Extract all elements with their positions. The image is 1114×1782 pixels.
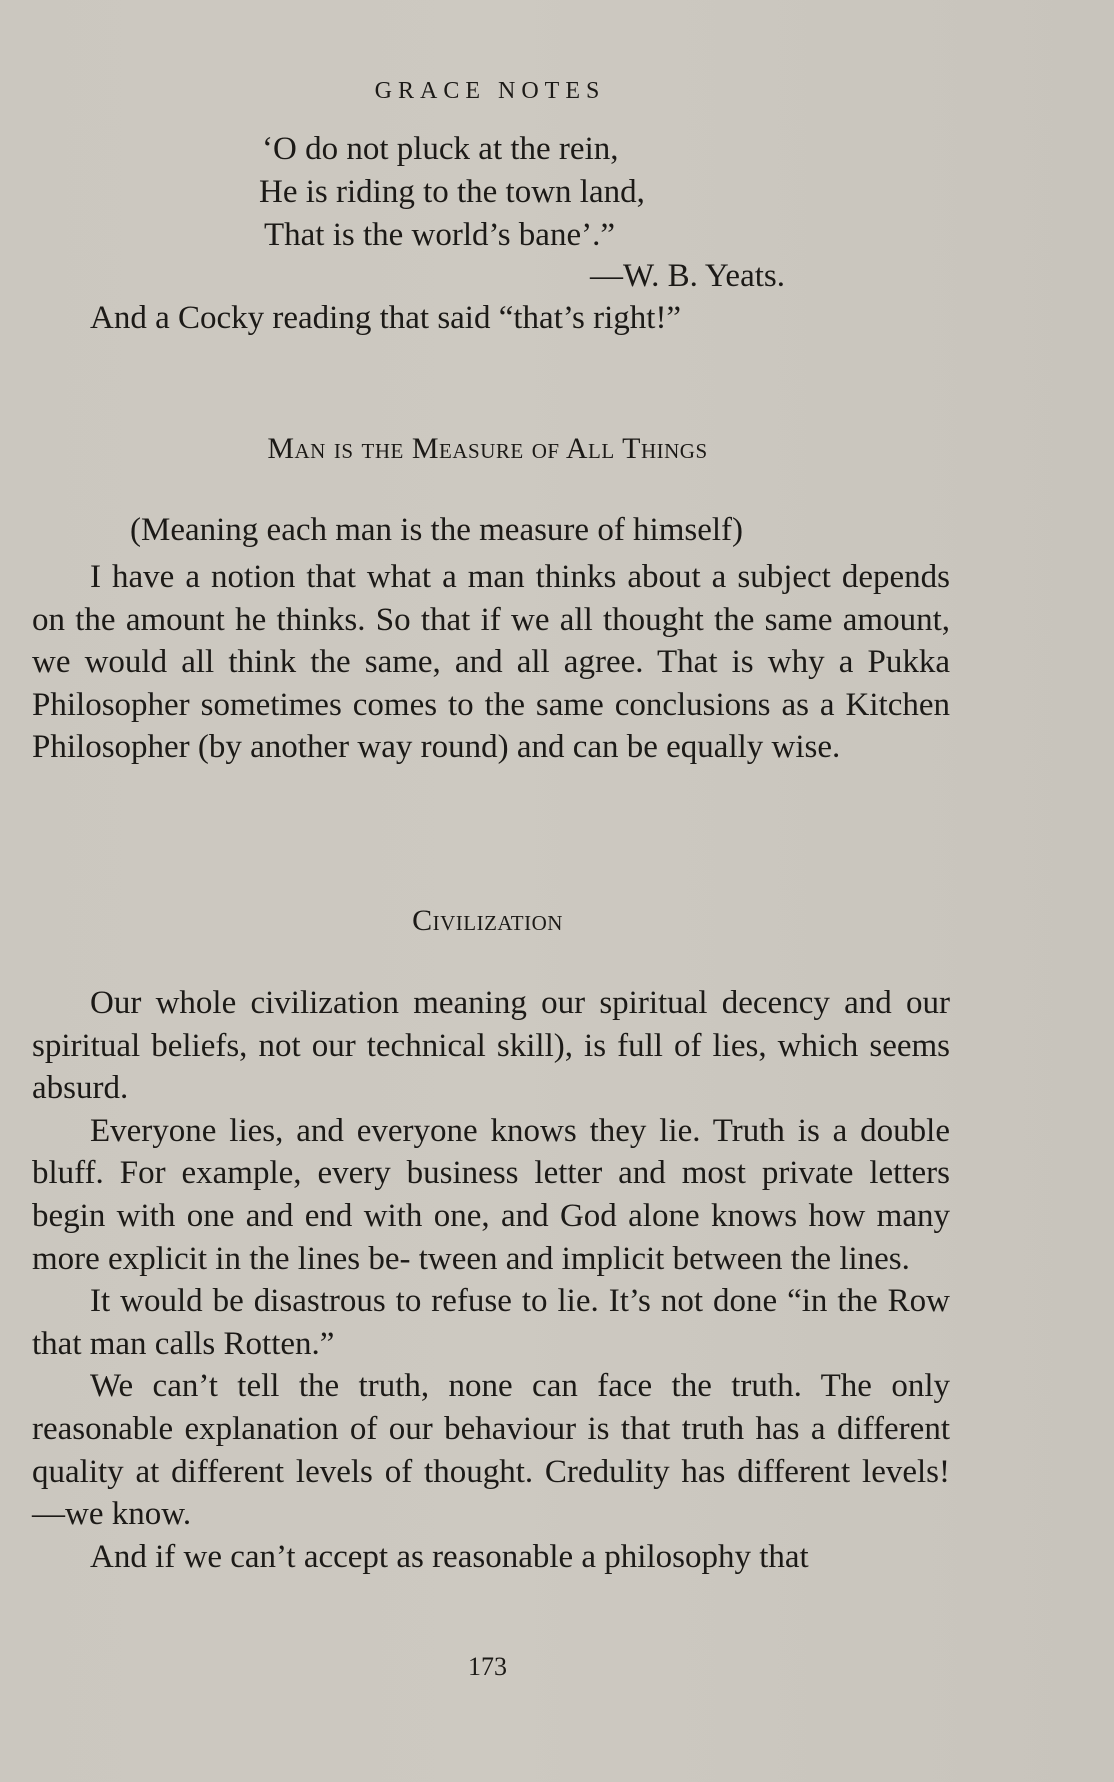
- paragraph: Everyone lies, and everyone knows they lie. Truth is a double bluff. For example, every business letter and most private letters begin with one and end with one, and God alone knows how many more explicit in the lines be- tween and implicit between the lines.: [32, 1112, 950, 1277]
- verse-quote: [259, 128, 645, 257]
- verse-line: He is riding to the town land,: [259, 174, 645, 210]
- paragraph: And if we can’t accept as reasonable a philosophy that: [90, 1538, 809, 1575]
- paragraph: I have a notion that what a man thinks about a subject depends on the amount he thinks. So that if we all thought the same amount, we would all think the same, and all agree. That is why a Pukka Philosopher sometimes comes to the same conclusions as a Kitchen Philosopher (by another way round) and can be equally wise.: [32, 559, 950, 766]
- section-body-civilization: [32, 982, 950, 1578]
- verse-attribution: —W. B. Yeats.: [590, 258, 785, 294]
- paragraph: We can’t tell the truth, none can face the truth. The only reasonable explanation of our behaviour is that truth has a different quality at different levels of thought. Credulity has different levels!—we know.: [32, 1368, 950, 1533]
- section-body-man-measure: [32, 556, 950, 769]
- page-number: 173: [468, 1652, 507, 1681]
- verse-line: ‘O do not pluck at the rein,: [262, 131, 619, 167]
- section-heading-man-measure: Man is the Measure of All Things: [267, 432, 708, 465]
- section-subheading: (Meaning each man is the measure of himself): [130, 512, 744, 548]
- section-heading-civilization: Civilization: [412, 904, 563, 937]
- verse-line: That is the world’s bane’.”: [264, 217, 615, 253]
- running-head: GRACE NOTES: [374, 78, 606, 104]
- cocky-line: And a Cocky reading that said “that’s right!”: [90, 300, 682, 336]
- paragraph: It would be disastrous to refuse to lie. It’s not done “in the Row that man calls Rotten.”: [32, 1283, 950, 1362]
- paragraph: Our whole civilization meaning our spiritual decency and our spiritual beliefs, not our technical skill), is full of lies, which seems absurd.: [32, 985, 950, 1107]
